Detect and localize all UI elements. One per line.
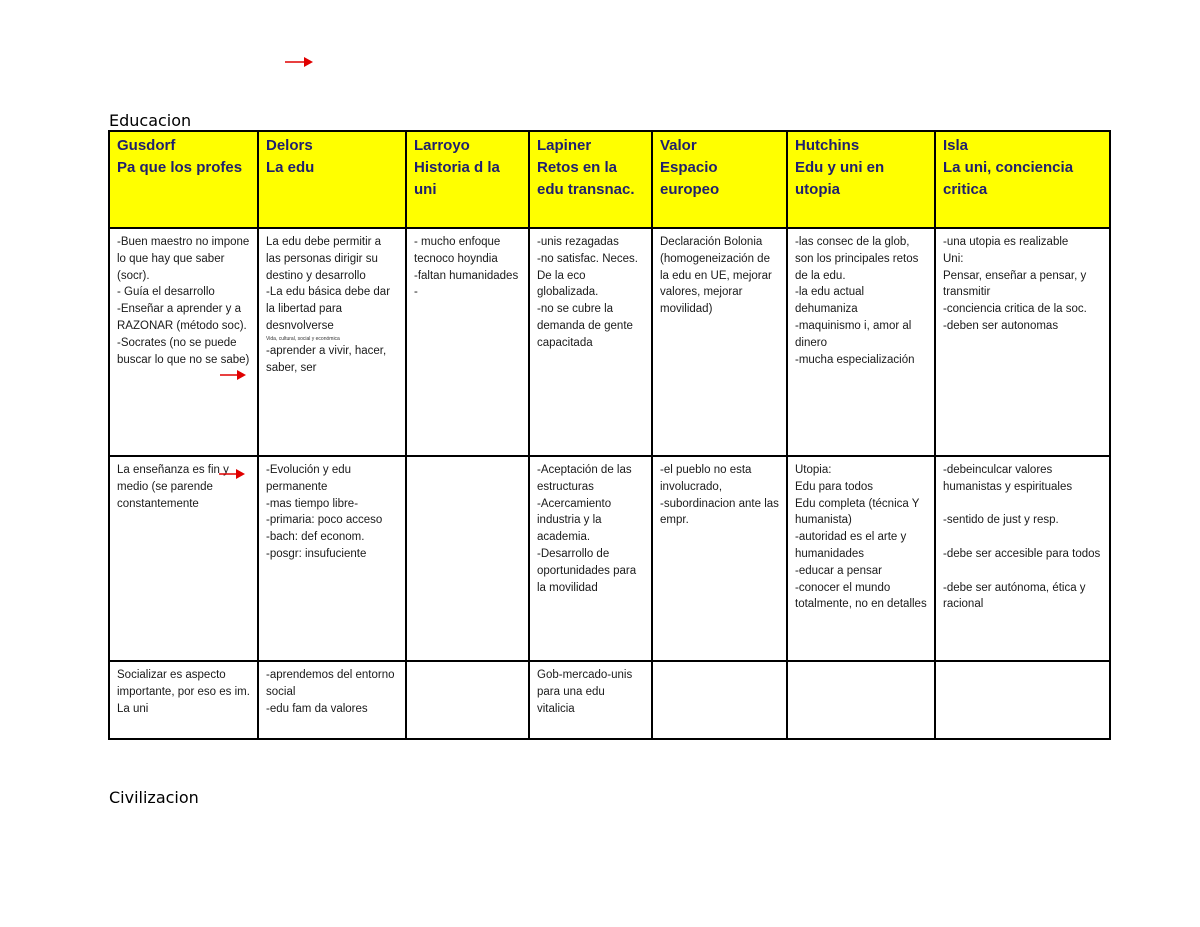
table-cell — [787, 661, 935, 739]
cell-text: -aprender a vivir, hacer, saber, ser — [266, 344, 387, 374]
table-cell: -el pueblo no esta involucrado, -subordinacion ante las empr. — [652, 456, 787, 661]
header-row — [109, 131, 1110, 228]
top-arrow-icon — [284, 54, 314, 70]
table-cell: - mucho enfoque tecnoco hoyndia -faltan humanidades - — [406, 228, 529, 456]
comparison-table — [108, 130, 1111, 740]
footer-title: Civilizacion — [109, 788, 199, 807]
table-cell: Declaración Bolonia (homogeneización de la edu en UE, mejorar valores, mejorar movilidad) — [652, 228, 787, 456]
table-cell: -Evolución y edu permanente -mas tiempo libre- -primaria: poco acceso -bach: def econom. -posgr: insufuciente — [258, 456, 406, 661]
table-cell: -Buen maestro no impone lo que hay que saber (socr). - Guía el desarrollo -Enseñar a aprender y a RAZONAR (método soc). -Socrates (no se puede buscar lo que no se sabe) — [109, 228, 258, 456]
header-lapiner: Lapiner Retos en la edu transnac. — [529, 131, 652, 228]
header-delors: Delors La edu — [258, 131, 406, 228]
cell-text: La edu debe permitir a las personas dirigir su destino y desarrollo -La edu básica debe dar la libertad para desnvolverse — [266, 236, 391, 332]
table-cell: -unis rezagadas -no satisfac. Neces. De la eco globalizada. -no se cubre la demanda de gente capacitada — [529, 228, 652, 456]
header-hutchins: Hutchins Edu y uni en utopia — [787, 131, 935, 228]
small-note: Vida, cultural, social y económica — [266, 335, 340, 342]
table-cell: Socializar es aspecto importante, por eso es im. La uni — [109, 661, 258, 739]
table-cell: Utopia: Edu para todos Edu completa (técnica Y humanista) -autoridad es el arte y humanidades -educar a pensar -conocer el mundo totalmente, no en detalles — [787, 456, 935, 661]
header-valor: Valor Espacio europeo — [652, 131, 787, 228]
table-cell: -las consec de la glob, son los principales retos de la edu. -la edu actual dehumaniza -maquinismo i, amor al dinero -mucha especialización — [787, 228, 935, 456]
table-cell: -aprendemos del entorno social -edu fam da valores — [258, 661, 406, 739]
table-row — [109, 228, 1110, 456]
header-isla: Isla La uni, conciencia critica — [935, 131, 1110, 228]
annotation-arrow-icon — [219, 368, 247, 382]
table-cell: -debeinculcar valores humanistas y espirituales -sentido de just y resp. -debe ser accesible para todos -debe ser autónoma, ética y racional — [935, 456, 1110, 661]
annotation-arrow-icon — [218, 467, 246, 481]
header-larroyo: Larroyo Historia d la uni — [406, 131, 529, 228]
table-cell: La enseñanza es fin y medio (se parende constantemente — [109, 456, 258, 661]
table-row — [109, 661, 1110, 739]
table-cell — [406, 661, 529, 739]
table-cell — [406, 456, 529, 661]
table-cell — [652, 661, 787, 739]
section-title: Educacion — [109, 111, 192, 130]
table-row — [109, 456, 1110, 661]
header-gusdorf: Gusdorf Pa que los profes — [109, 131, 258, 228]
table-cell — [258, 228, 406, 456]
table-cell — [935, 661, 1110, 739]
table-cell: -una utopia es realizable Uni: Pensar, enseñar a pensar, y transmitir -conciencia critica de la soc. -deben ser autonomas — [935, 228, 1110, 456]
table-cell: Gob-mercado-unis para una edu vitalicia — [529, 661, 652, 739]
table-cell: -Aceptación de las estructuras -Acercamiento industria y la academia. -Desarrollo de oportunidades para la movilidad — [529, 456, 652, 661]
